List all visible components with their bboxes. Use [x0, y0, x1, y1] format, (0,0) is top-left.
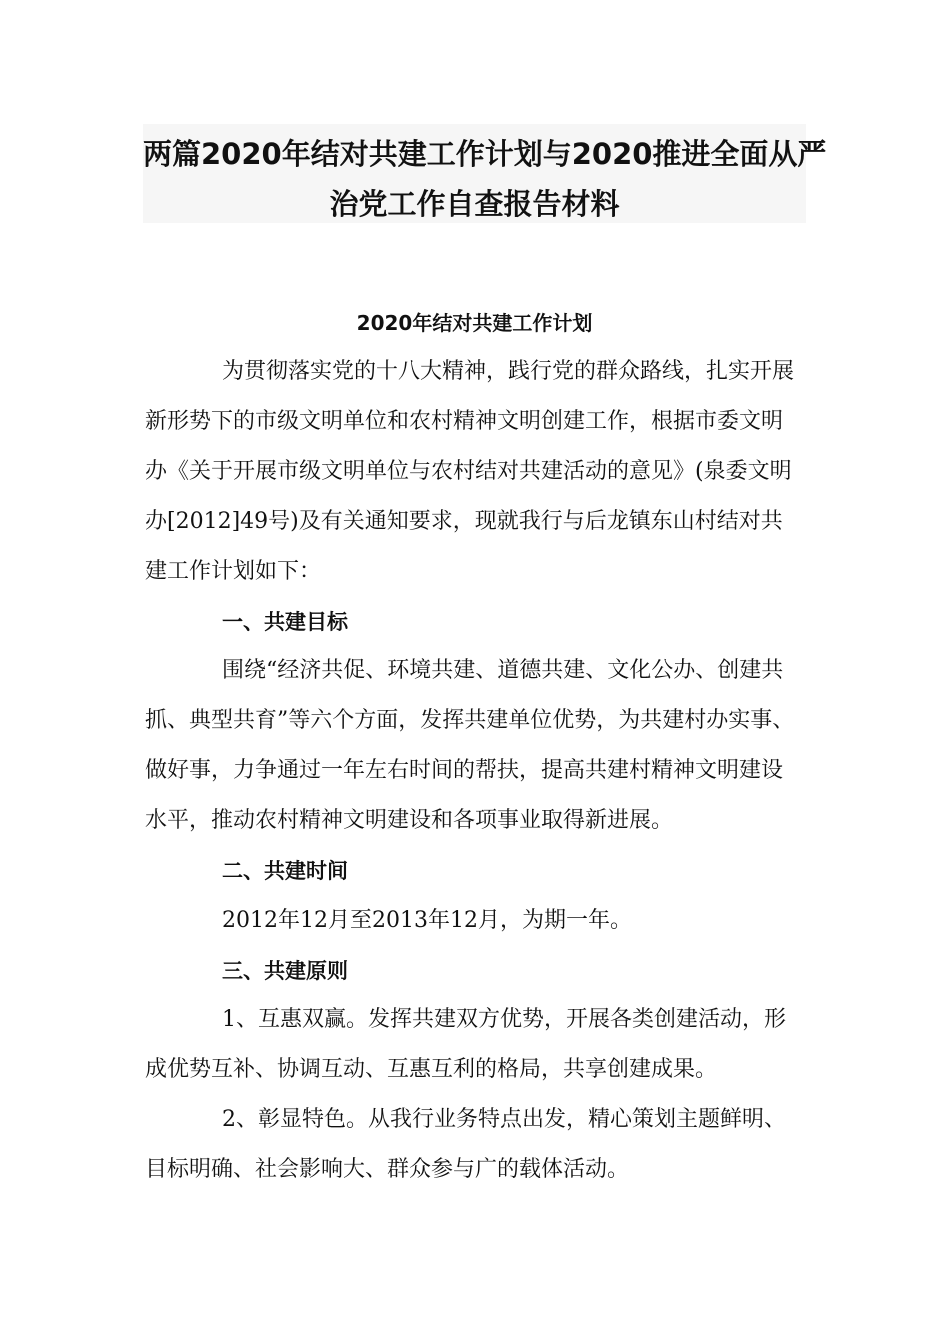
paragraph-line: 围绕“经济共促、环境共建、道德共建、文化公办、创建共: [222, 658, 784, 683]
paragraph-line: 建工作计划如下：: [145, 559, 322, 584]
paragraph-line: 为贯彻落实党的十八大精神，践行党的群众路线，扎实开展: [222, 359, 795, 384]
paragraph-line: 2012年12月至2013年12月，为期一年。: [222, 908, 632, 933]
paragraph-line: 办《关于开展市级文明单位与农村结对共建活动的意见》(泉委文明: [145, 459, 792, 484]
document-title: [143, 124, 827, 223]
paragraph-line: 水平，推动农村精神文明建设和各项事业取得新进展。: [145, 808, 674, 833]
paragraph-line: 成优势互补、协调互动、互惠互利的格局，共享创建成果。: [145, 1057, 718, 1082]
section-heading-goals: 一、共建目标: [222, 610, 348, 634]
title-line-1: 两篇2020年结对共建工作计划与2020推进全面从严: [143, 137, 827, 171]
paragraph-line: 1、互惠双赢。发挥共建双方优势，开展各类创建活动，形: [222, 1007, 786, 1032]
title-line-2: 治党工作自查报告材料: [329, 187, 620, 221]
paragraph-line: 目标明确、社会影响大、群众参与广的载体活动。: [145, 1157, 630, 1182]
section-title: 2020年结对共建工作计划: [356, 311, 593, 335]
paragraph-line: 新形势下的市级文明单位和农村精神文明创建工作，根据市委文明: [145, 409, 784, 434]
paragraph-line: 做好事，力争通过一年左右时间的帮扶，提高共建村精神文明建设: [145, 758, 784, 783]
section-heading-principles: 三、共建原则: [222, 959, 348, 983]
paragraph-line: 办[2012]49号)及有关通知要求，现就我行与后龙镇东山村结对共: [145, 509, 783, 534]
section-heading-time: 二、共建时间: [222, 859, 348, 883]
paragraph-line: 抓、典型共育”等六个方面，发挥共建单位优势，为共建村办实事、: [145, 708, 795, 733]
paragraph-line: 2、彰显特色。从我行业务特点出发，精心策划主题鲜明、: [222, 1107, 786, 1132]
